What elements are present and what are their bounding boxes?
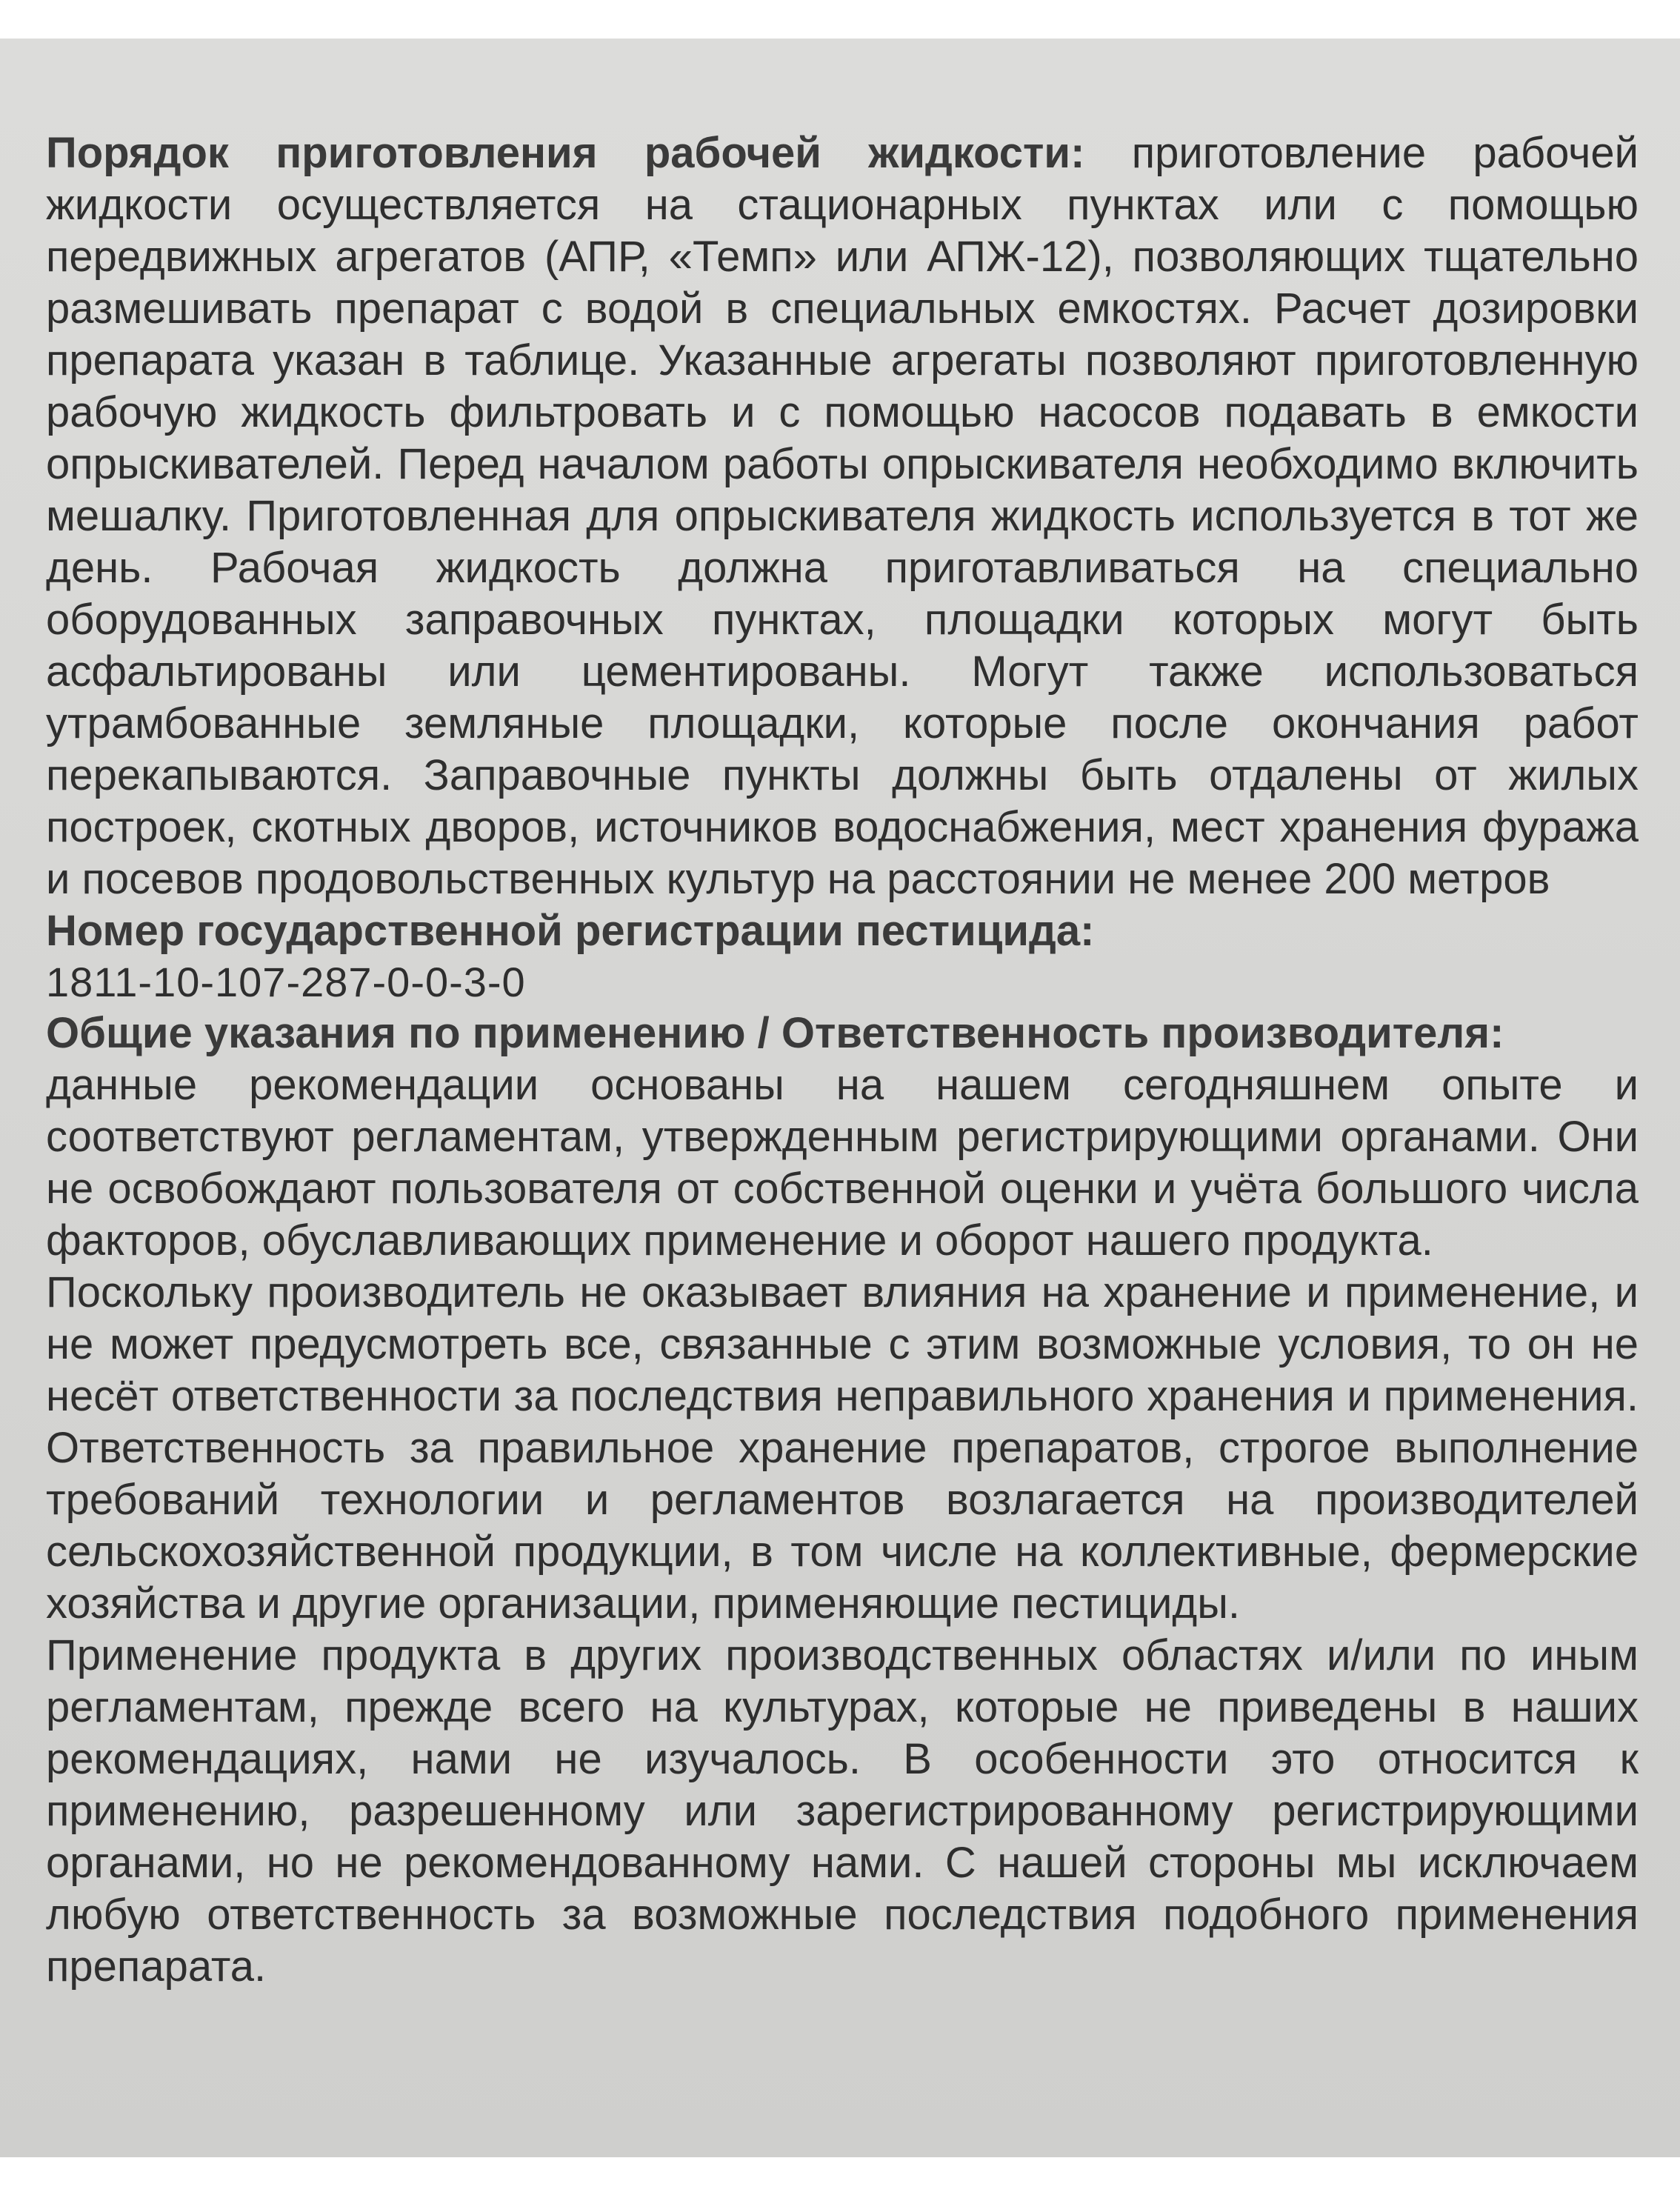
general-paragraph-2: Поскольку производитель не оказывает влияния на хранение и применение, и не может предусмотреть все, связанные с этим возможные условия, то он не несёт ответственности за последствия неправильного хранения и применения. Ответственность за правильное хранение препаратов, строгое выполнение требований технологии и регламентов возлагается на производителей сельскохозяйственной продукции, в том числе на коллективные, фермерские хозяйства и другие организации, применяющие пестициды. xyxy=(46,1268,1639,1628)
label-text-block xyxy=(46,127,1639,1993)
general-paragraph-1: данные рекомендации основаны на нашем сегодняшнем опыте и соответствуют регламентам, утвержденным регистрирующими органами. Они не освобождают пользователя от собственной оценки и учёта большого числа факторов, обуславливающих применение и оборот нашего продукта. xyxy=(46,1061,1639,1265)
preparation-paragraph xyxy=(46,127,1639,905)
registration-number: 1811-10-107-287-0-0-3-0 xyxy=(46,959,526,1005)
label-sheet xyxy=(0,39,1680,2157)
general-paragraph-3: Применение продукта в других производственных областях и/или по иным регламентам, прежде всего на культурах, которые не приведены в наших рекомендациях, нами не изучалось. В особенности это относится к применению, разрешенному или зарегистрированному регистрирующими органами, но не рекомендованному нами. С нашей стороны мы исключаем любую ответственность за возможные последствия подобного применения препарата. xyxy=(46,1631,1639,1991)
registration-heading: Номер государственной регистрации пестицида: xyxy=(46,907,1095,955)
preparation-heading: Порядок приготовления рабочей жидкости: xyxy=(46,129,1085,177)
preparation-text: приготовление рабочей жидкости осуществляется на стационарных пунктах или с помощью передвижных агрегатов (АПР, «Темп» или АПЖ-12), позволяющих тщательно размешивать препарат с водой в специальных емкостях. Расчет дозировки препарата указан в таблице. Указанные агрегаты позволяют приготовленную рабочую жидкость фильтровать и с помощью насосов подавать в емкости опрыскивателей. Перед началом работы опрыскивателя необходимо включить мешалку. Приготовленная для опрыскивателя жидкость используется в тот же день. Рабочая жидкость должна приготавливаться на специально оборудованных заправочных пунктах, площадки которых могут быть асфальтированы или цементированы. Могут также использоваться утрамбованные земляные площадки, которые после окончания работ перекапываются. Заправочные пункты должны быть отдалены от жилых построек, скотных дворов, источников водоснабжения, мест хранения фуража и посевов продовольственных культур на расстоянии не менее 200 метров xyxy=(46,129,1639,903)
general-heading: Общие указания по применению / Ответственность производителя: xyxy=(46,1009,1504,1057)
